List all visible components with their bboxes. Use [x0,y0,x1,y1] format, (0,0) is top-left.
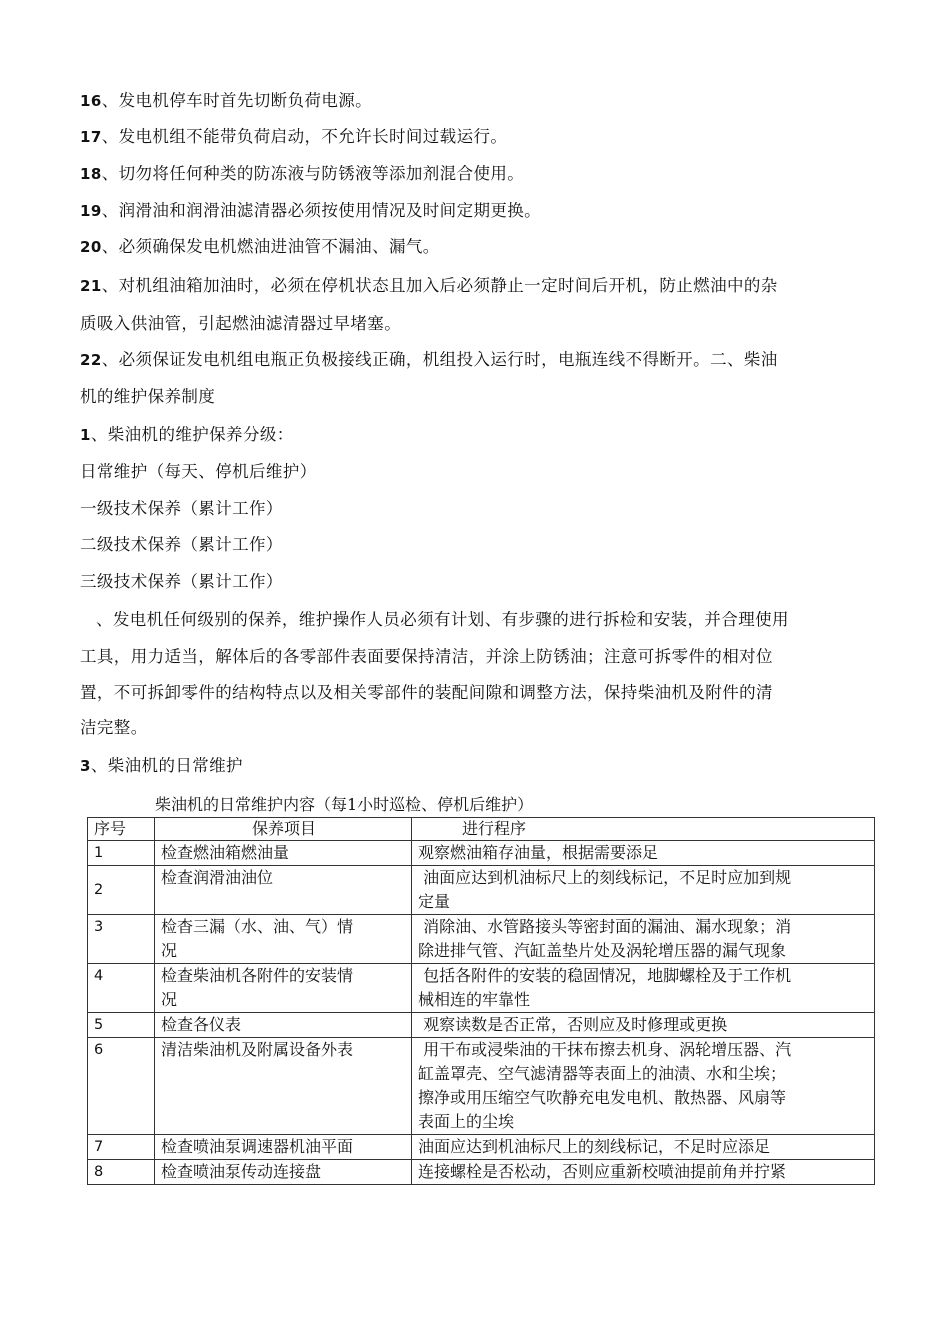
level-third: 三级技术保养（累计工作） [80,572,283,591]
paragraph-19: 19、润滑油和润滑油滤清器必须按使用情况及时间定期更换。 [80,201,542,220]
header-procedure: 进行程序 [412,818,875,841]
table-caption: 柴油机的日常维护内容（每1小时巡检、停机后维护） [155,795,534,814]
paragraph-21-cont: 质吸入供油管，引起燃油滤清器过早堵塞。 [80,314,402,333]
maintenance-table [87,817,875,1185]
table-row: 2 检查润滑油油位 油面应达到机油标尺上的刻线标记，不足时应加到规 定量 [88,866,875,915]
note-line-4: 洁完整。 [80,718,148,737]
table-row: 6 清洁柴油机及附属设备外表 用干布或浸柴油的干抹布擦去机身、涡轮增压器、汽 缸盖罩壳、空气滤清器等表面上的油渍、水和尘埃； 擦净或用压缩空气吹静充电发电机、散热器、风扇等 表面上的尘埃 [88,1038,875,1135]
table-row: 7 检查喷油泵调速器机油平面 油面应达到机油标尺上的刻线标记，不足时应添足 [88,1135,875,1160]
paragraph-18: 18、切勿将任何种类的防冻液与防锈液等添加剂混合使用。 [80,164,525,183]
level-first: 一级技术保养（累计工作） [80,499,283,518]
table-row: 3 检杳三漏（水、油、气）情 况 消除油、水管路接头等密封面的漏油、漏水现象；消 除进排气管、汽缸盖垫片处及涡轮增压器的漏气现象 [88,915,875,964]
section-1-heading: 1、柴油机的维护保养分级： [80,425,294,444]
table-row: 1 检查燃油箱燃油量 观察燃油箱存油量，根据需要添足 [88,841,875,866]
level-second: 二级技术保养（累计工作） [80,535,283,554]
note-line-2: 工具，用力适当，解体后的各零部件表面要保持清洁，并涂上防锈油；注意可拆零件的相对位 [80,647,773,666]
table-row: 4 检查柴油机各附件的安装情 况 包括各附件的安装的稳固情况，地脚螺栓及于工作机 械相连的牢靠性 [88,964,875,1013]
table-row: 5 检查各仪表 观察读数是否正常，否则应及时修理或更换 [88,1013,875,1038]
paragraph-21: 21、对机组油箱加油时，必须在停机状态且加入后必须静止一定时间后开机，防止燃油中的杂 [80,276,778,295]
header-no: 序号 [88,818,155,841]
paragraph-16: 16、发电机停车时首先切断负荷电源。 [80,91,373,110]
paragraph-17: 17、发电机组不能带负荷启动，不允许长时间过载运行。 [80,127,508,146]
table-header-row [88,818,875,841]
paragraph-22-cont: 机的维护保养制度 [80,387,216,406]
note-line-3: 置，不可拆卸零件的结构特点以及相关零部件的装配间隙和调整方法，保持柴油机及附件的清 [80,683,773,702]
level-daily: 日常维护（每天、停机后维护） [80,462,317,481]
header-item: 保养项目 [155,818,412,841]
section-3-heading: 3、柴油机的日常维护 [80,756,243,775]
note-line-1: 、发电机任何级别的保养，维护操作人员必须有计划、有步骤的进行拆检和安装，并合理使用 [96,610,789,629]
paragraph-22: 22、必须保证发电机组电瓶正负极接线正确，机组投入运行时，电瓶连线不得断开。二、柴油 [80,350,778,369]
paragraph-20: 20、必须确保发电机燃油进油管不漏油、漏气。 [80,237,440,256]
table-row: 8 检查喷油泵传动连接盘 连接螺栓是否松动，否则应重新校喷油提前角并拧紧 [88,1160,875,1185]
